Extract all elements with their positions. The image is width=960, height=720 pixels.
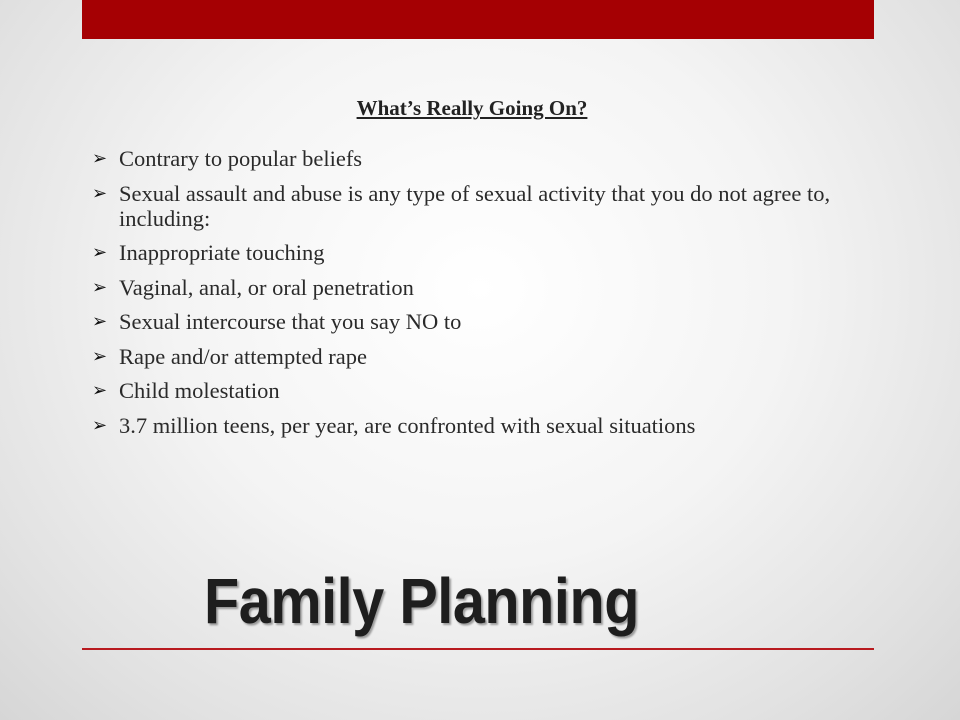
slide-title: Family Planning	[204, 565, 639, 637]
bullet-text: Rape and/or attempted rape	[119, 343, 368, 369]
bullet-text: Sexual assault and abuse is any type of sexual activity that you do not agree to, including:	[119, 180, 831, 231]
bullet-text: Inappropriate touching	[119, 240, 325, 265]
slide-heading: What’s Really Going On?	[356, 96, 588, 120]
bullet-text: Child molestation	[119, 378, 280, 403]
list-item	[92, 309, 852, 334]
bullet-text: 3.7 million teens, per year, are confronted with sexual situations	[119, 412, 696, 438]
list-item	[92, 275, 852, 300]
list-item	[92, 181, 852, 231]
title-underline-rule	[82, 648, 874, 650]
top-accent-bar	[82, 0, 874, 39]
arrowhead-bullet-icon: ➢	[92, 345, 108, 366]
list-item	[92, 413, 852, 438]
arrowhead-bullet-icon: ➢	[92, 242, 108, 262]
bullet-text: Sexual intercourse that you say NO to	[119, 309, 462, 334]
bullet-text: Vaginal, anal, or oral penetration	[119, 274, 414, 300]
arrowhead-bullet-icon: ➢	[92, 182, 108, 203]
slide-body	[92, 94, 852, 447]
list-item	[92, 378, 852, 403]
list-item	[92, 344, 852, 369]
list-item	[92, 146, 852, 171]
bullet-list	[92, 146, 852, 438]
arrowhead-bullet-icon: ➢	[92, 148, 108, 168]
list-item	[92, 240, 852, 265]
arrowhead-bullet-icon: ➢	[92, 380, 108, 400]
arrowhead-bullet-icon: ➢	[92, 414, 108, 435]
arrowhead-bullet-icon: ➢	[92, 311, 108, 331]
arrowhead-bullet-icon: ➢	[92, 276, 108, 297]
bullet-text: Contrary to popular beliefs	[119, 146, 363, 171]
